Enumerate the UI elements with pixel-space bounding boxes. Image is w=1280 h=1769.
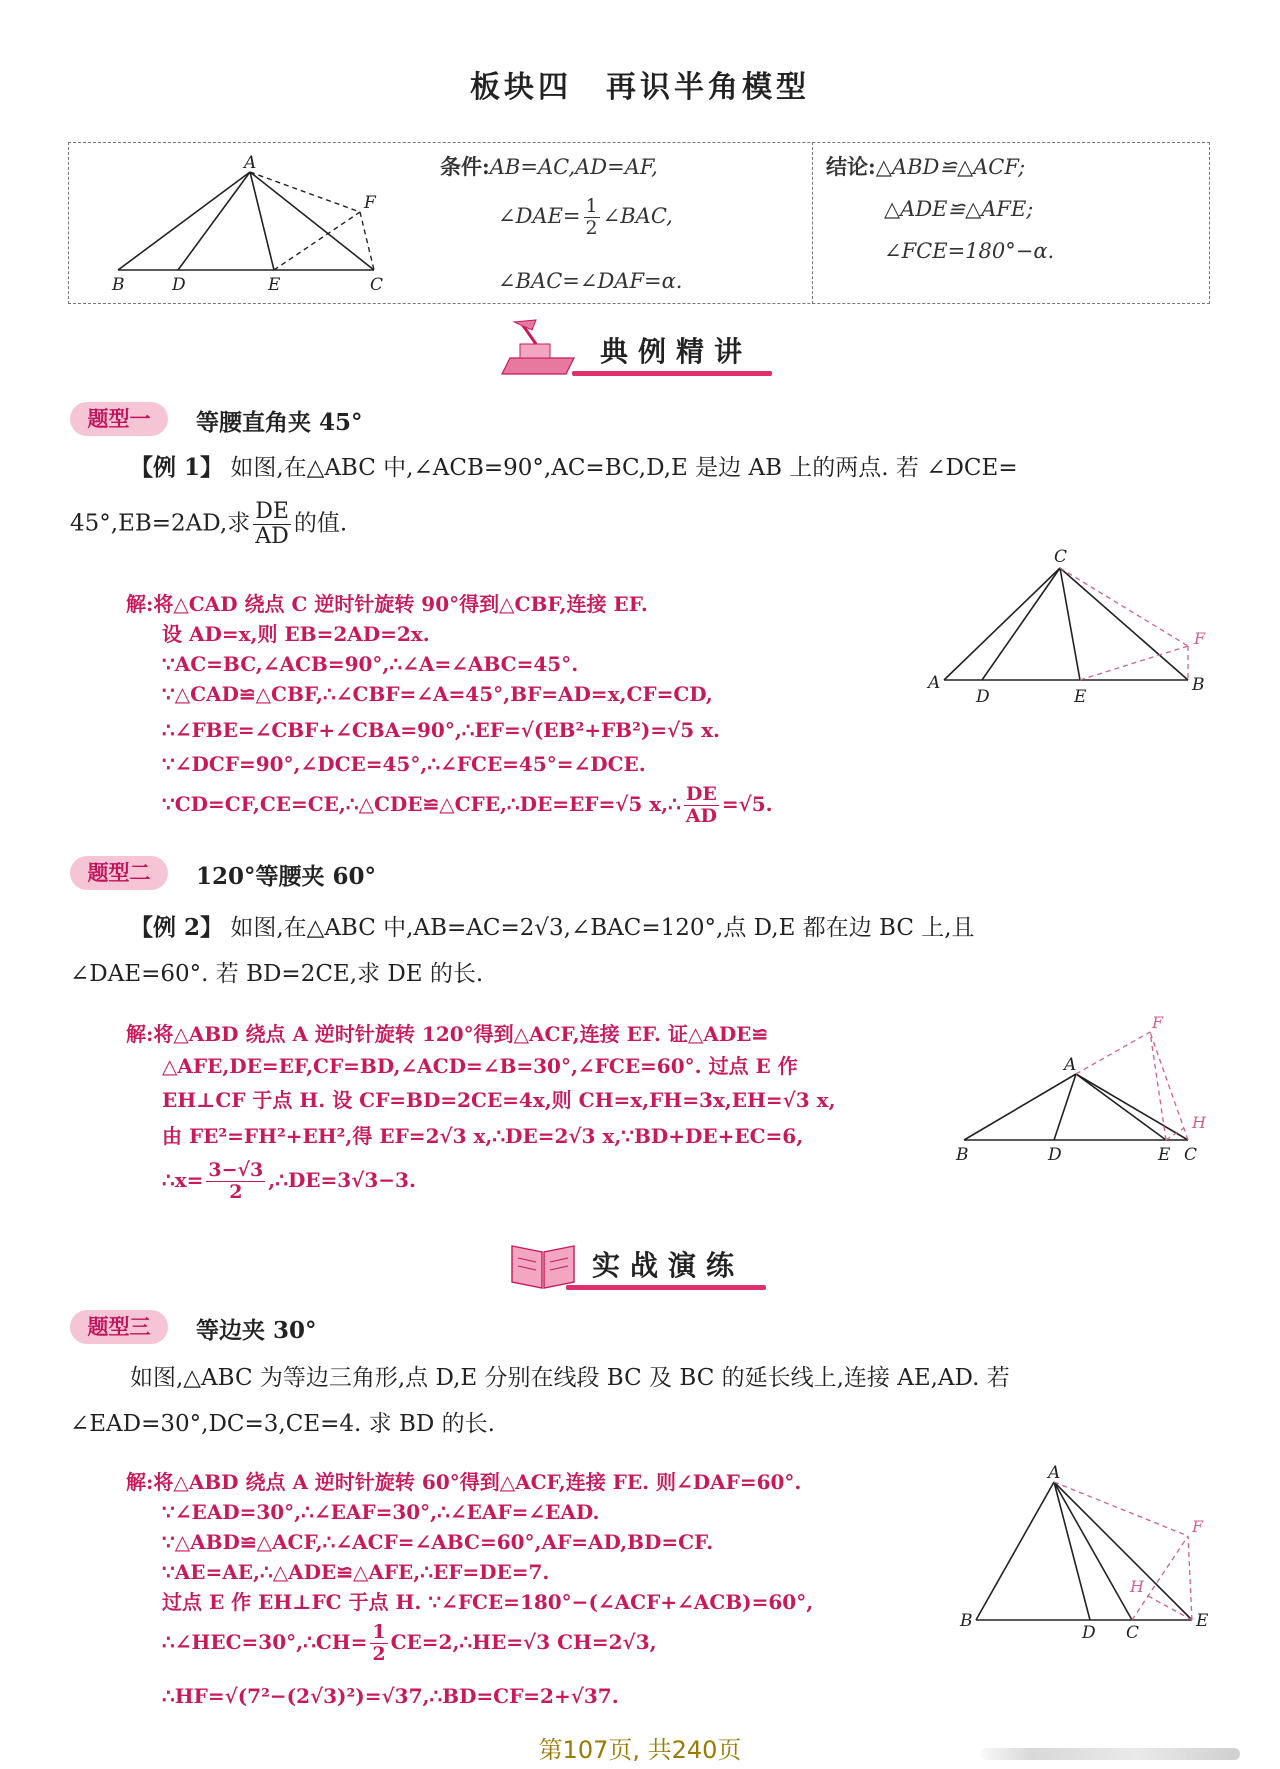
solution-2-fraction — [206, 1160, 265, 1203]
condition-fraction — [584, 196, 600, 239]
solution-3-line-5: 过点 E 作 EH⊥FC 于点 H. ∵∠FCE=180°−(∠ACF+∠ACB)=60°, — [162, 1590, 814, 1614]
type-badge-3: 题型三 — [70, 1310, 168, 1344]
label-b: B — [960, 1611, 973, 1631]
label-f: F — [1192, 1517, 1204, 1536]
model-figure — [110, 150, 410, 300]
conclusion-line-2: △ADE≌△AFE; — [884, 197, 1034, 221]
example-1-figure — [920, 540, 1220, 710]
example-1-line-2 — [70, 500, 347, 549]
example-1-line-1 — [130, 454, 1018, 483]
label-f: F — [364, 193, 376, 213]
example-2-text: 如图,在△ABC 中,AB=AC=2√3,∠BAC=120°,点 D,E 都在边 BC 上,且 — [230, 915, 975, 941]
solution-1-last-end: =√5. — [721, 791, 773, 816]
fraction-denominator: AD — [255, 524, 289, 550]
label-b: B — [1192, 675, 1205, 695]
label-b: B — [112, 275, 125, 295]
label-a: A — [1064, 1055, 1077, 1075]
example-1-text-3: 的值. — [293, 510, 348, 537]
section-underline — [572, 371, 772, 376]
solution-3-line-1: 解:将△ABD 绕点 A 逆时针旋转 60°得到△ACF,连接 FE. 则∠DAF=60°. — [126, 1470, 802, 1494]
solution-3-l6-post: CE=2,∴HE=√3 CH=2√3, — [390, 1629, 657, 1654]
problem-3-line-2: ∠EAD=30°,DC=3,CE=4. 求 BD 的长. — [70, 1411, 495, 1437]
solution-2-last-pre: ∴x= — [162, 1167, 204, 1192]
example-1-text: 如图,在△ABC 中,∠ACB=90°,AC=BC,D,E 是边 AB 上的两点. 若 ∠DCE= — [230, 455, 1018, 481]
section-title-examples: 典例精讲 — [600, 335, 753, 368]
label-a: A — [928, 673, 941, 693]
type-badge-1: 题型一 — [70, 402, 168, 436]
fraction-denominator: 2 — [229, 1180, 243, 1203]
example-2-figure — [950, 1010, 1240, 1170]
label-c: C — [370, 275, 384, 295]
type-title-3: 等边夹 30° — [196, 1317, 317, 1344]
solution-2-line-1: 解:将△ABD 绕点 A 逆时针旋转 120°得到△ACF,连接 EF. 证△ADE≌ — [126, 1022, 769, 1046]
section-underline — [566, 1285, 766, 1290]
solution-3-fraction — [370, 1622, 387, 1665]
solution-3-line-6 — [162, 1622, 657, 1665]
solution-1-line-4: ∵△CAD≌△CBF,∴∠CBF=∠A=45°,BF=AD=x,CF=CD, — [162, 682, 713, 706]
conclusion-label: 结论: — [826, 154, 876, 179]
label-f: F — [1152, 1013, 1164, 1032]
problem-3-figure — [954, 1460, 1224, 1640]
type-title-1: 等腰直角夹 45° — [196, 409, 363, 436]
solution-3-line-7: ∴HF=√(7²−(2√3)²)=√37,∴BD=CF=2+√37. — [162, 1684, 619, 1708]
example-2-label: 【例 2】 — [130, 914, 224, 941]
fraction-denominator: 2 — [585, 216, 598, 239]
book-icon — [508, 1232, 580, 1292]
condition-line-2 — [498, 196, 673, 239]
conclusion-line-1 — [826, 154, 1025, 180]
condition-line-3: ∠BAC=∠DAF=α. — [498, 269, 683, 293]
solution-3-line-4: ∵AE=AE,∴△ADE≌△AFE,∴EF=DE=7. — [162, 1560, 550, 1584]
condition-2-post: ∠BAC, — [602, 203, 673, 228]
solution-1-line-2: 设 AD=x,则 EB=2AD=2x. — [162, 622, 430, 646]
label-e: E — [1074, 687, 1087, 707]
solution-1-line-1: 解:将△CAD 绕点 C 逆时针旋转 90°得到△CBF,连接 EF. — [126, 592, 648, 616]
label-f: F — [1194, 629, 1206, 648]
label-d: D — [1048, 1145, 1062, 1165]
type-title-2: 120°等腰夹 60° — [196, 863, 377, 890]
label-a: A — [1048, 1463, 1061, 1483]
label-d: D — [172, 275, 186, 295]
lamp-icon — [496, 318, 582, 380]
example-2-line-2: ∠DAE=60°. 若 BD=2CE,求 DE 的长. — [70, 961, 484, 987]
solution-2-line-3: EH⊥CF 于点 H. 设 CF=BD=2CE=4x,则 CH=x,FH=3x,EH=√3 x, — [162, 1088, 836, 1112]
solution-1-line-7 — [162, 784, 773, 827]
example-1-fraction — [253, 500, 291, 549]
model-box-divider — [812, 142, 813, 304]
solution-2-line-2: △AFE,DE=EF,CF=BD,∠ACD=∠B=30°,∠FCE=60°. 过点 E 作 — [162, 1054, 798, 1078]
condition-label: 条件: — [440, 154, 490, 179]
fraction-denominator: AD — [685, 804, 717, 827]
fraction-numerator: 3−√3 — [208, 1159, 264, 1181]
label-d: D — [1082, 1623, 1096, 1640]
label-c: C — [1184, 1145, 1198, 1165]
label-e: E — [1196, 1611, 1209, 1631]
page-indicator: 第107页, 共240页 — [538, 1736, 742, 1764]
solution-3-line-3: ∵△ABD≌△ACF,∴∠ACF=∠ABC=60°,AF=AD,BD=CF. — [162, 1530, 714, 1554]
example-1-text-2: 45°,EB=2AD,求 — [70, 510, 251, 537]
condition-line-1 — [440, 154, 658, 180]
type-badge-2: 题型二 — [70, 856, 168, 890]
example-2-line-1 — [130, 914, 975, 943]
solution-2-line-4: 由 FE²=FH²+EH²,得 EF=2√3 x,∴DE=2√3 x,∵BD+DE+EC=6, — [162, 1124, 804, 1148]
condition-2-pre: ∠DAE= — [498, 203, 581, 228]
solution-3-l6-pre: ∴∠HEC=30°,∴CH= — [162, 1629, 368, 1654]
solution-1-fraction — [684, 784, 719, 827]
label-a: A — [244, 153, 257, 173]
label-h: H — [1130, 1577, 1144, 1596]
solution-1-line-5: ∴∠FBE=∠CBF+∠CBA=90°,∴EF=√(EB²+FB²)=√5 x. — [162, 718, 720, 742]
fraction-numerator: 1 — [372, 1621, 386, 1643]
label-h: H — [1192, 1113, 1206, 1132]
problem-3-line-1: 如图,△ABC 为等边三角形,点 D,E 分别在线段 BC 及 BC 的延长线上,连接 AE,AD. 若 — [130, 1365, 1010, 1391]
solution-3-line-2: ∵∠EAD=30°,∴∠EAF=30°,∴∠EAF=∠EAD. — [162, 1500, 600, 1524]
solution-2-line-5 — [162, 1160, 416, 1203]
fraction-numerator: DE — [685, 783, 717, 805]
label-d: D — [976, 687, 990, 707]
label-c: C — [1054, 547, 1068, 567]
condition-1: AB=AC,AD=AF, — [489, 155, 658, 179]
example-1-label: 【例 1】 — [130, 454, 224, 481]
conclusion-line-3: ∠FCE=180°−α. — [884, 239, 1055, 263]
label-e: E — [1158, 1145, 1171, 1165]
page-title: 板块四 再识半角模型 — [470, 70, 810, 105]
solution-1-last-text: ∵CD=CF,CE=CE,∴△CDE≌△CFE,∴DE=EF=√5 x,∴ — [162, 791, 681, 816]
solution-1-line-6: ∵∠DCF=90°,∠DCE=45°,∴∠FCE=45°=∠DCE. — [162, 752, 646, 776]
fraction-denominator: 2 — [372, 1642, 386, 1665]
fraction-numerator: 1 — [585, 195, 598, 217]
section-title-practice: 实战演练 — [592, 1249, 745, 1282]
label-b: B — [956, 1145, 969, 1165]
solution-1-line-3: ∵AC=BC,∠ACB=90°,∴∠A=∠ABC=45°. — [162, 652, 579, 676]
label-c: C — [1126, 1623, 1140, 1640]
conclusion-1: △ABD≌△ACF; — [875, 155, 1026, 179]
solution-2-last-post: ,∴DE=3√3−3. — [268, 1167, 416, 1192]
label-e: E — [268, 275, 281, 295]
fraction-numerator: DE — [255, 499, 289, 524]
